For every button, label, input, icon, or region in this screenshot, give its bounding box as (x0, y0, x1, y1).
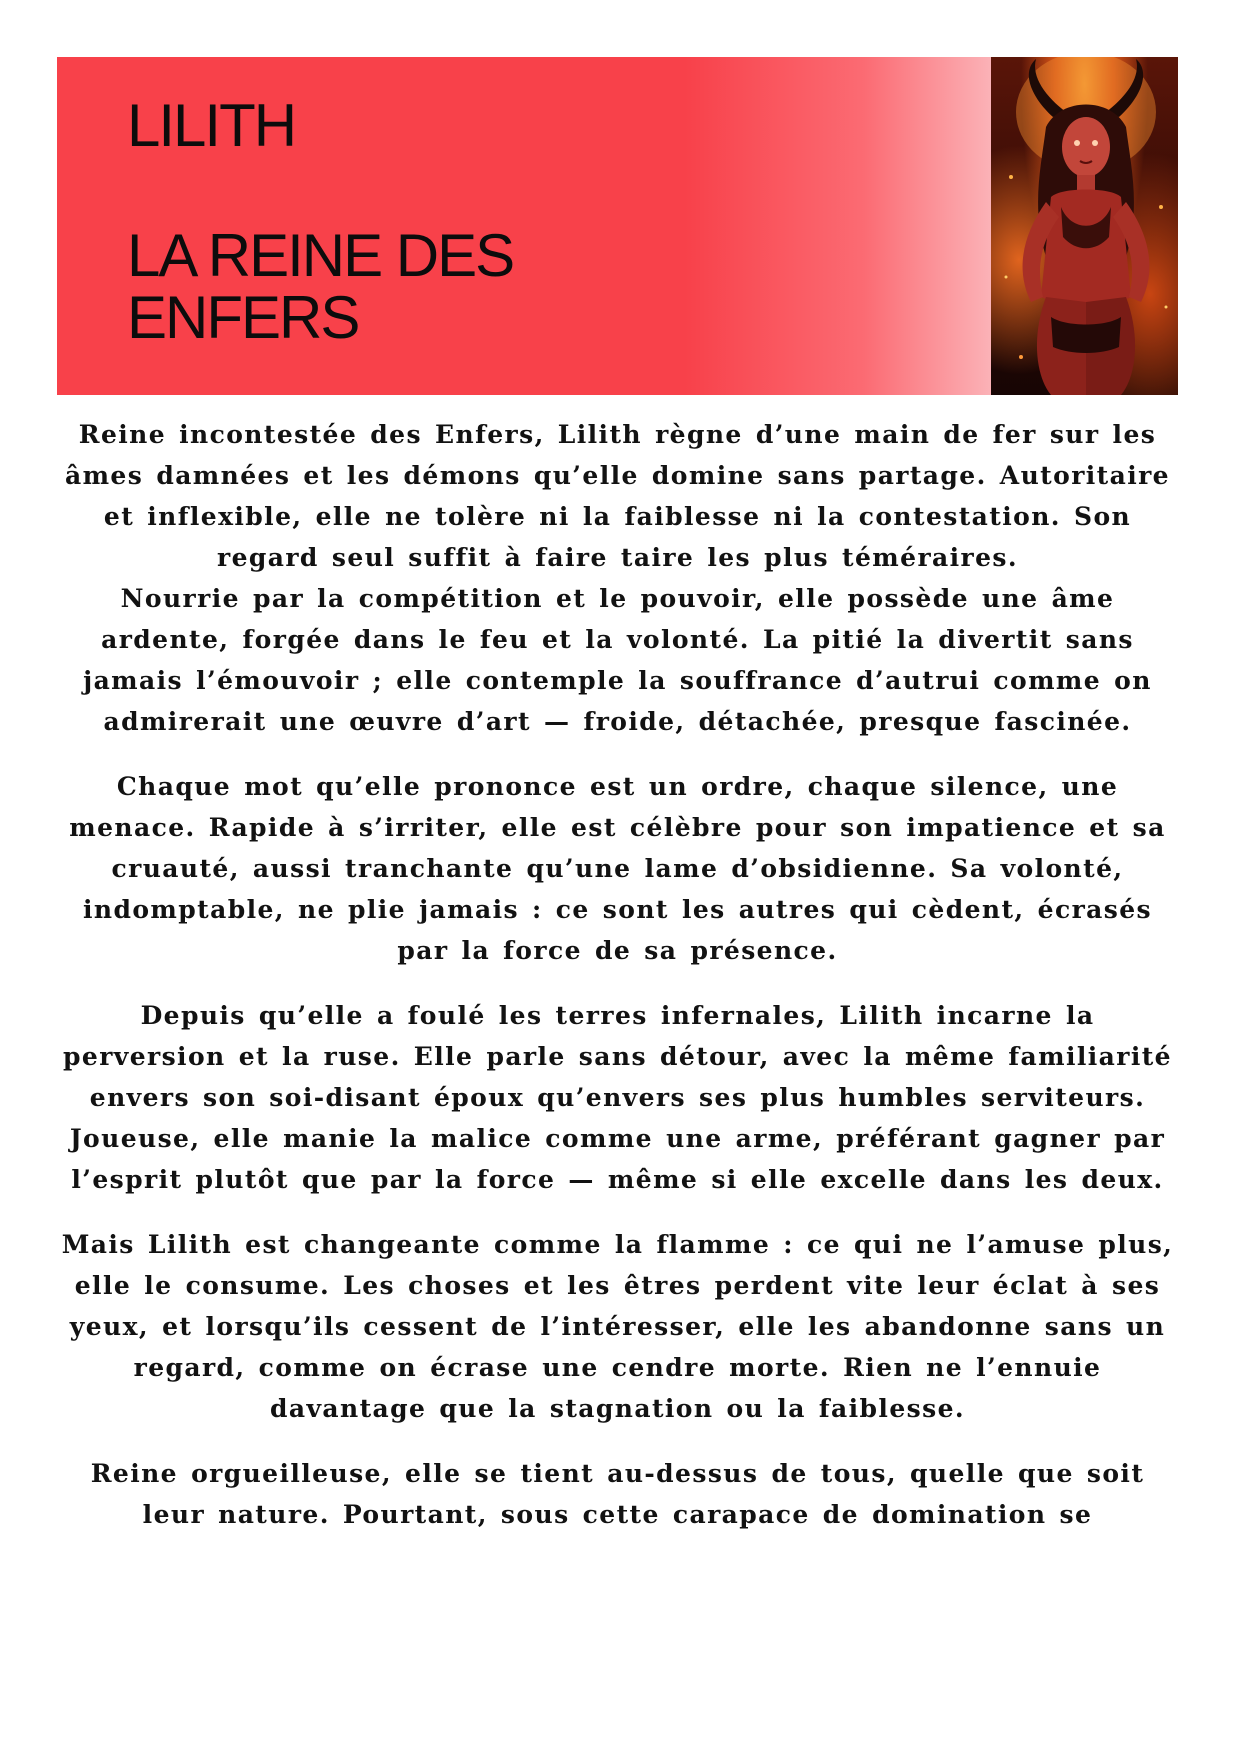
description-paragraph-2: Nourrie par la compétition et le pouvoir, elle possède une âme ardente, forgée dans le feu et la volonté. La pitié la divertit sans jamais l’émouvoir ; elle contemple la souffrance d’autrui comme on admirerait une œuvre d’art — froide, détachée, presque fascinée. (83, 584, 1152, 736)
face-shape (1062, 117, 1110, 177)
ember-dot (1009, 175, 1013, 179)
description-paragraph-4: Depuis qu’elle a foulé les terres infernales, Lilith incarne la perversion et la ruse. Elle parle sans détour, avec la même familiarité envers son soi-disant époux qu’envers ses plus humbles serviteurs. Joueuse, elle manie la malice comme une arme, préférant gagner par l’esprit plutôt que par la force — même si elle excelle dans les deux. (63, 1001, 1172, 1194)
ember-dot (1159, 205, 1163, 209)
character-portrait-image (991, 57, 1178, 395)
left-eye (1074, 140, 1080, 146)
page-subtitle: LA REINE DES ENFERS (127, 222, 514, 351)
portrait-illustration (991, 57, 1178, 395)
description-paragraph-3: Chaque mot qu’elle prononce est un ordre, chaque silence, une menace. Rapide à s’irriter, elle est célèbre pour son impatience et sa cruauté, aussi tranchante qu’une lame d’obsidienne. Sa volonté, indomptable, ne plie jamais : ce sont les autres qui cèdent, écrasés par la force de sa présence. (69, 772, 1166, 965)
ember-dot (1019, 355, 1023, 359)
character-description (57, 414, 1178, 1535)
ember-dot (1165, 306, 1168, 309)
header-banner (57, 57, 1178, 395)
ember-dot (1005, 276, 1008, 279)
page-title: LILITH (127, 92, 296, 159)
description-paragraph-5: Mais Lilith est changeante comme la flamme : ce qui ne l’amuse plus, elle le consume. Les choses et les êtres perdent vite leur éclat à ses yeux, et lorsqu’ils cessent de l’intéresser, elle les abandonne sans un regard, comme on écrase une cendre morte. Rien ne l’ennuie davantage que la stagnation ou la faiblesse. (61, 1230, 1174, 1423)
description-paragraph-1: Reine incontestée des Enfers, Lilith règne d’une main de fer sur les âmes damnées et les démons qu’elle domine sans partage. Autoritaire et inflexible, elle ne tolère ni la faiblesse ni la contestation. Son regard seul suffit à faire taire les plus téméraires. (64, 420, 1170, 572)
right-eye (1092, 140, 1098, 146)
description-paragraph-6: Reine orgueilleuse, elle se tient au-dessus de tous, quelle que soit leur nature. Pourtant, sous cette carapace de domination se (90, 1459, 1145, 1529)
